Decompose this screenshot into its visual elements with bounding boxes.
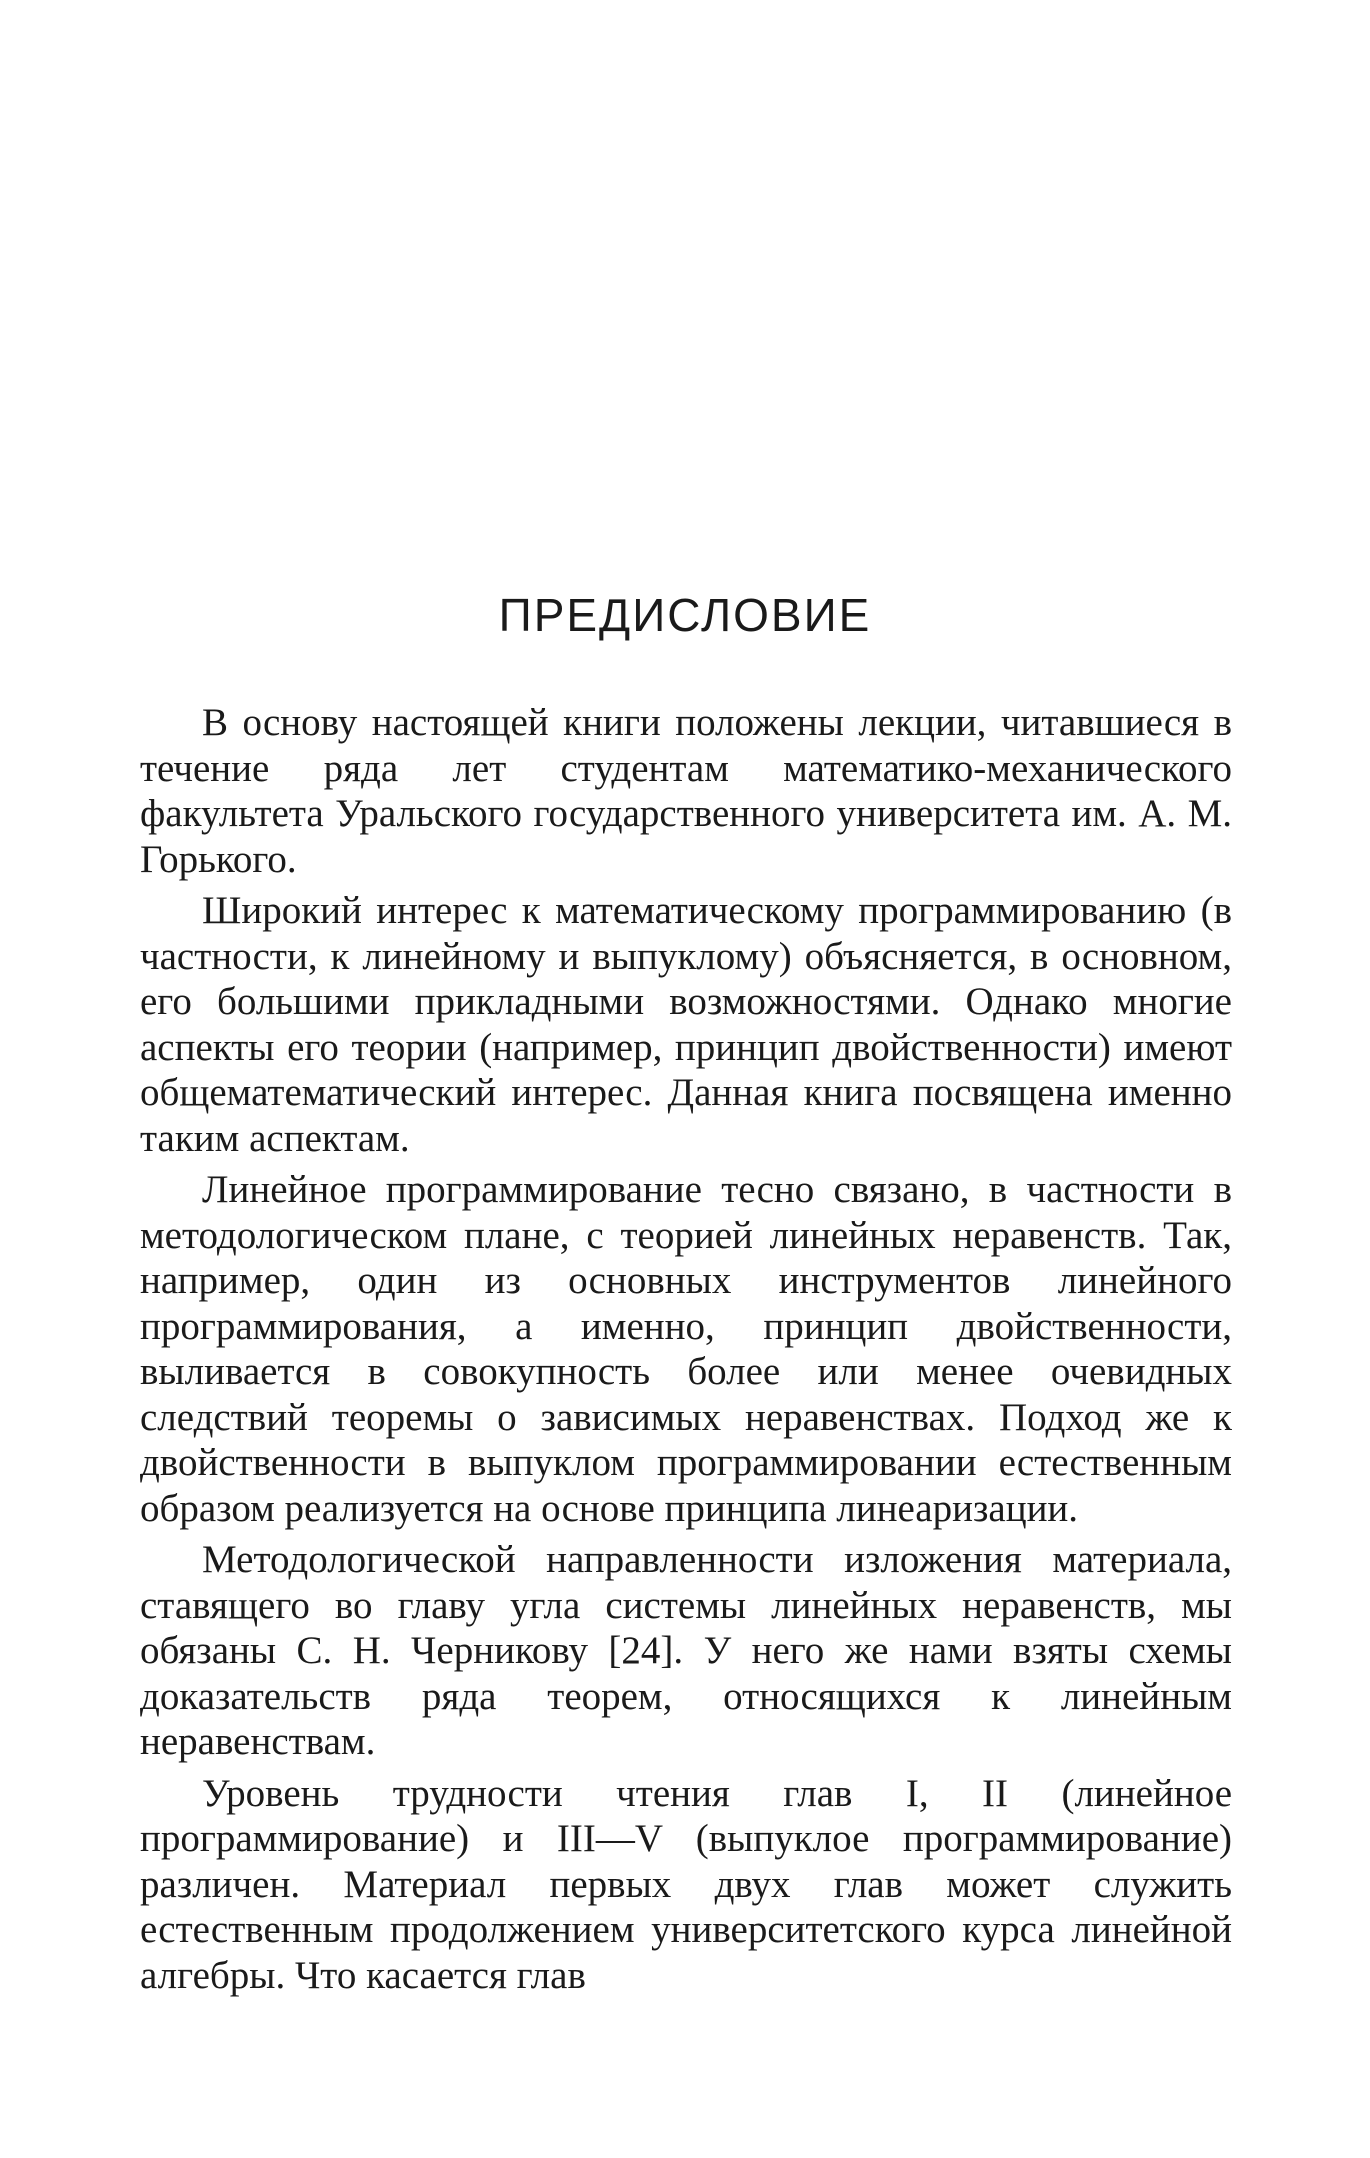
paragraph: Линейное программирование тесно связано, в частности в методологическом плане, с теорией линейных неравенств. Так, например, один из основных инструментов линейного программирования, а именно, принцип двойственности, выливается в совокупность более или менее очевидных следствий теоремы о зависимых неравенствах. Подход же к двойственности в выпуклом программировании естественным образом реализуется на основе принципа линеаризации.: [140, 1168, 1232, 1530]
page-title: ПРЕДИСЛОВИЕ: [498, 589, 872, 641]
paragraph: Методологической направленности изложения материала, ставящего во главу угла системы линейных неравенств, мы обязаны С. Н. Черникову [24]. У него же нами взяты схемы доказательств ряда теорем, относящихся к линейным неравенствам.: [140, 1538, 1232, 1763]
paragraph: Уровень трудности чтения глав I, II (линейное программирование) и III—V (выпуклое программирование) различен. Материал первых двух глав может служить естественным продолжением университетского курса линейной алгебры. Что касается глав: [140, 1771, 1232, 1997]
paragraph: В основу настоящей книги положены лекции, читавшиеся в течение ряда лет студентам математико-механического факультета Уральского государственного университета им. А. М. Горького.: [140, 701, 1232, 881]
paragraph: Широкий интерес к математическому программированию (в частности, к линейному и выпуклому) объясняется, в основном, его большими прикладными возможностями. Однако многие аспекты его теории (например, принцип двойственности) имеют общематематический интерес. Данная книга посвящена именно таким аспектам.: [140, 889, 1232, 1160]
preface-text: [140, 700, 1232, 2004]
